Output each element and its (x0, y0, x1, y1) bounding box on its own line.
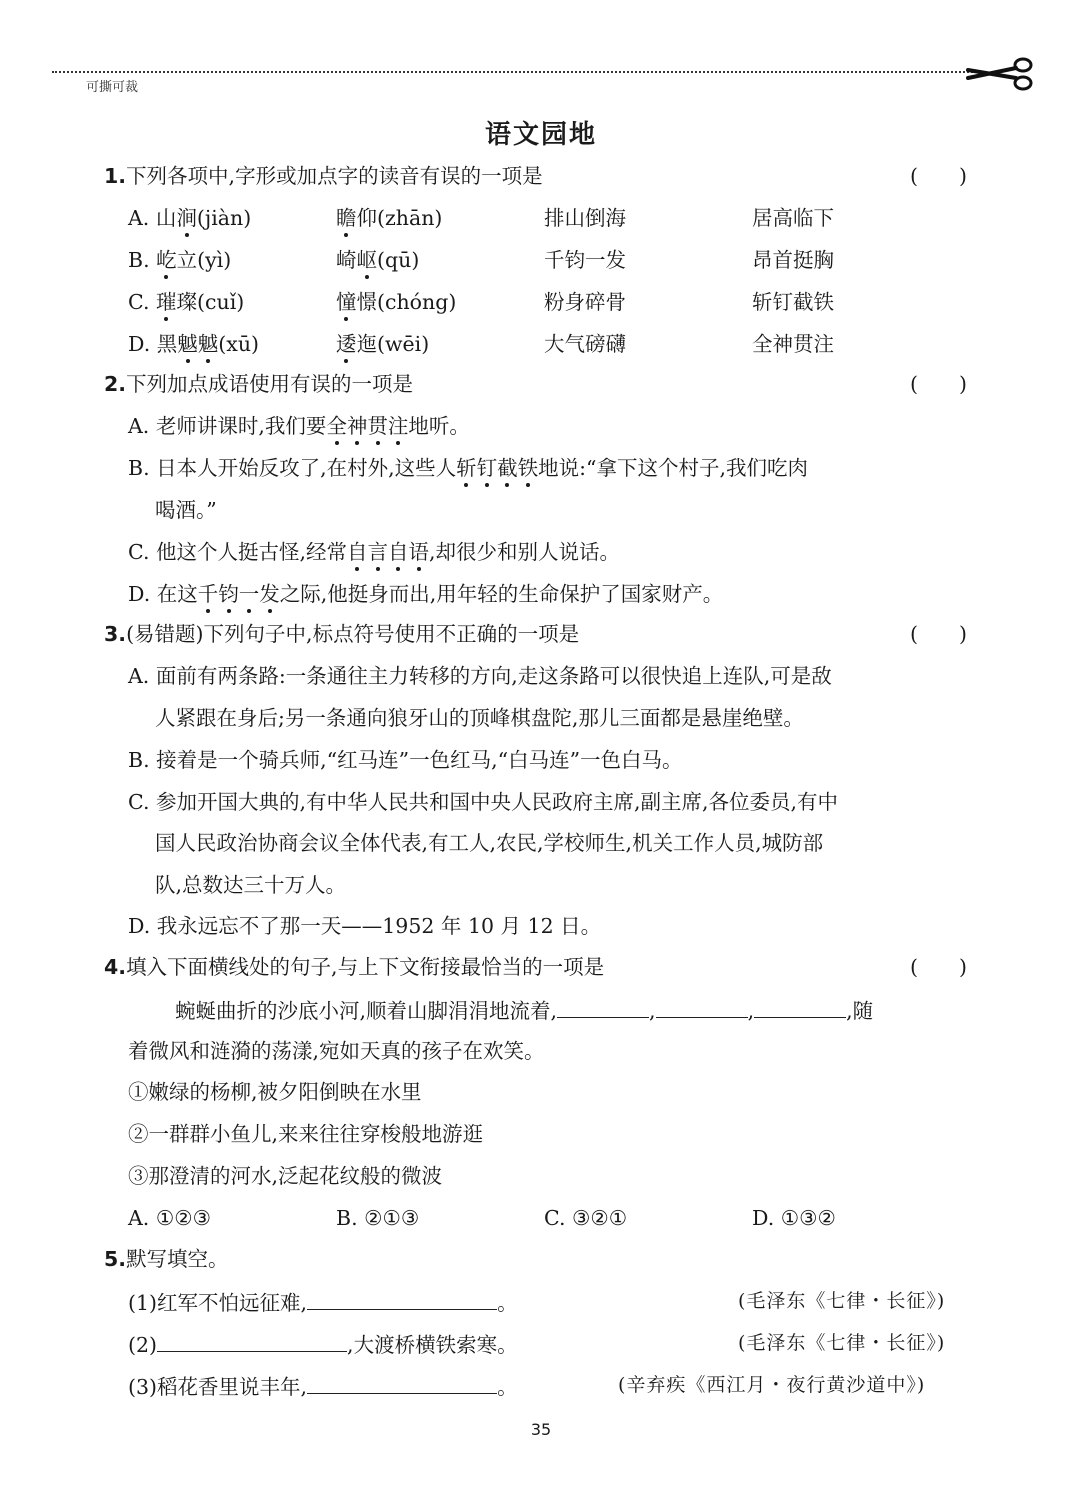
q2-option-a: A. 老师讲课时,我们要全神贯注地听。 (128, 414, 470, 438)
answer-bracket: ( ) (910, 955, 967, 979)
q1-option-d: D. 黑魆魆(xū) (128, 332, 260, 356)
q1-c-word-3: 粉身碎骨 (544, 290, 626, 314)
fill-blank[interactable] (754, 995, 846, 1018)
q3-option-d: D. 我永远忘不了那一天——1952 年 10 月 12 日。 (128, 914, 602, 938)
dotted-char: 注 (387, 414, 409, 438)
q3-option-b: B. 接着是一个骑兵师,“红马连”一色红马,“白马连”一色白马。 (128, 748, 683, 772)
q1-option-a: A. 山涧(jiàn) (128, 206, 252, 230)
q5-item-1-source: (毛泽东《七律・长征》) (738, 1290, 946, 1312)
scissors-icon (964, 56, 1036, 92)
q1-c-word-4: 斩钉截铁 (752, 290, 834, 314)
fill-blank[interactable] (157, 1329, 347, 1352)
dotted-char (177, 332, 218, 356)
dotted-char: 岖 (356, 248, 377, 272)
q1-d-word-3: 大气磅礴 (544, 332, 626, 356)
q4-sentence-2: ②一群群小鱼儿,来来往往穿梭般地游逛 (128, 1122, 484, 1146)
dotted-char: 屹 (156, 248, 177, 272)
q4-choice-d: D. ①③② (752, 1206, 836, 1230)
fill-blank[interactable] (307, 1371, 497, 1394)
q3-option-c-cont-1: 国人民政治协商会议全体代表,有工人,农民,学校师生,机关工作人员,城防部 (155, 831, 824, 855)
question-text: 下列各项中,字形或加点字的读音有误的一项是 (126, 164, 543, 188)
fill-blank[interactable] (557, 995, 649, 1018)
dotted-char: 自 (388, 540, 409, 564)
q3-option-a-cont: 人紧跟在身后;另一条通向狼牙山的顶峰棋盘陀,那儿三面都是悬崖绝壁。 (155, 706, 804, 730)
q1-option-b: B. 屹立(yì) (128, 248, 232, 272)
dotted-char: 钧 (218, 582, 239, 606)
dotted-char: 魆 (197, 332, 219, 356)
q5-item-1: (1)红军不怕远征难, 。 (128, 1287, 518, 1317)
q1-b-word-2: 崎岖(qū) (336, 248, 420, 272)
dotted-char: 发 (259, 582, 280, 606)
q2-option-c: C. 他这个人挺古怪,经常自言自语,却很少和别人说话。 (128, 540, 621, 564)
dotted-char: 全 (326, 414, 347, 438)
q5-item-3-source: (辛弃疾《西江月・夜行黄沙道中》) (618, 1374, 926, 1396)
dotted-idiom (456, 456, 538, 480)
q2-option-b-cont: 喝酒。” (155, 498, 217, 522)
dotted-char: 钉 (476, 456, 498, 480)
q3-option-a: A. 面前有两条路:一条通往主力转移的方向,走这条路可以很快追上连队,可是敌 (128, 664, 832, 688)
dotted-char: 铁 (517, 456, 539, 480)
q1-a-word-4: 居高临下 (752, 206, 834, 230)
q4-choice-b: B. ②①③ (336, 1206, 420, 1230)
dotted-char: 神 (346, 414, 368, 438)
question-5-stem: 5.默写填空。 (104, 1247, 229, 1271)
page-title: 语文园地 (484, 120, 597, 150)
question-4-stem: 4.填入下面横线处的句子,与上下文衔接最恰当的一项是 (104, 955, 605, 979)
q4-choice-c: C. ③②① (544, 1206, 628, 1230)
q1-a-word-2: 瞻仰(zhān) (336, 206, 443, 230)
answer-bracket: ( ) (910, 622, 967, 646)
dotted-char: 截 (497, 456, 518, 480)
dotted-char: 逶 (336, 332, 357, 356)
q1-option-c: C. 璀璨(cuǐ) (128, 290, 245, 314)
q1-d-word-2: 逶迤(wēi) (336, 332, 430, 356)
q1-b-word-4: 昂首挺胸 (752, 248, 834, 272)
q4-passage-line-2: 着微风和涟漪的荡漾,宛如天真的孩子在欢笑。 (128, 1039, 545, 1063)
dotted-char: 魆 (177, 332, 198, 356)
dotted-char: 言 (367, 540, 389, 564)
dotted-char: 璀 (156, 290, 177, 314)
dotted-char: 涧 (176, 206, 197, 230)
cut-label: 可撕可裁 (86, 80, 139, 95)
q1-b-word-3: 千钧一发 (544, 248, 626, 272)
dotted-char: 语 (408, 540, 430, 564)
question-1-stem (104, 162, 543, 190)
dotted-idiom (326, 414, 408, 438)
q1-a-word-3: 排山倒海 (544, 206, 626, 230)
q2-option-d: D. 在这千钧一发之际,他挺身而出,用年轻的生命保护了国家财产。 (128, 582, 724, 606)
cut-line (52, 71, 977, 73)
q5-item-2: (2) ,大渡桥横铁索寒。 (128, 1329, 518, 1359)
dotted-char: 瞻 (336, 206, 357, 230)
q1-c-word-2: 憧憬(chóng) (336, 290, 457, 314)
q5-item-2-source: (毛泽东《七律・长征》) (738, 1332, 946, 1354)
answer-bracket: ( ) (910, 372, 967, 396)
dotted-idiom (198, 582, 280, 606)
q2-option-b: B. 日本人开始反攻了,在村外,这些人斩钉截铁地说:“拿下这个村子,我们吃肉 (128, 456, 809, 480)
dotted-idiom (347, 540, 429, 564)
page-number: 35 (530, 1420, 552, 1439)
question-2-stem: 2.下列加点成语使用有误的一项是 (104, 372, 414, 396)
q5-item-3: (3)稻花香里说丰年, 。 (128, 1371, 518, 1401)
dotted-char: 一 (238, 582, 260, 606)
fill-blank[interactable] (656, 995, 748, 1018)
question-3-stem: 3.(易错题)下列句子中,标点符号使用不正确的一项是 (104, 622, 580, 646)
q3-option-c: C. 参加开国大典的,有中华人民共和国中央人民政府主席,副主席,各位委员,有中 (128, 790, 839, 814)
dotted-char: 自 (347, 540, 368, 564)
dotted-char: 憧 (336, 290, 357, 314)
fill-blank[interactable] (307, 1287, 497, 1310)
q3-option-c-cont-2: 队,总数达三十万人。 (155, 873, 347, 897)
question-number: 1. (104, 164, 127, 188)
q4-sentence-3: ③那澄清的河水,泛起花纹般的微波 (128, 1164, 443, 1188)
dotted-char: 斩 (456, 456, 477, 480)
answer-bracket: ( ) (910, 164, 967, 188)
q4-sentence-1: ①嫩绿的杨柳,被夕阳倒映在水里 (128, 1080, 422, 1104)
q4-choice-a: A. ①②③ (128, 1206, 211, 1230)
dotted-char: 贯 (367, 414, 388, 438)
dotted-char: 千 (197, 582, 219, 606)
q4-passage-line-1: 蜿蜒曲折的沙底小河,顺着山脚涓涓地流着, , , ,随 (175, 995, 873, 1025)
q1-d-word-4: 全神贯注 (752, 332, 834, 356)
